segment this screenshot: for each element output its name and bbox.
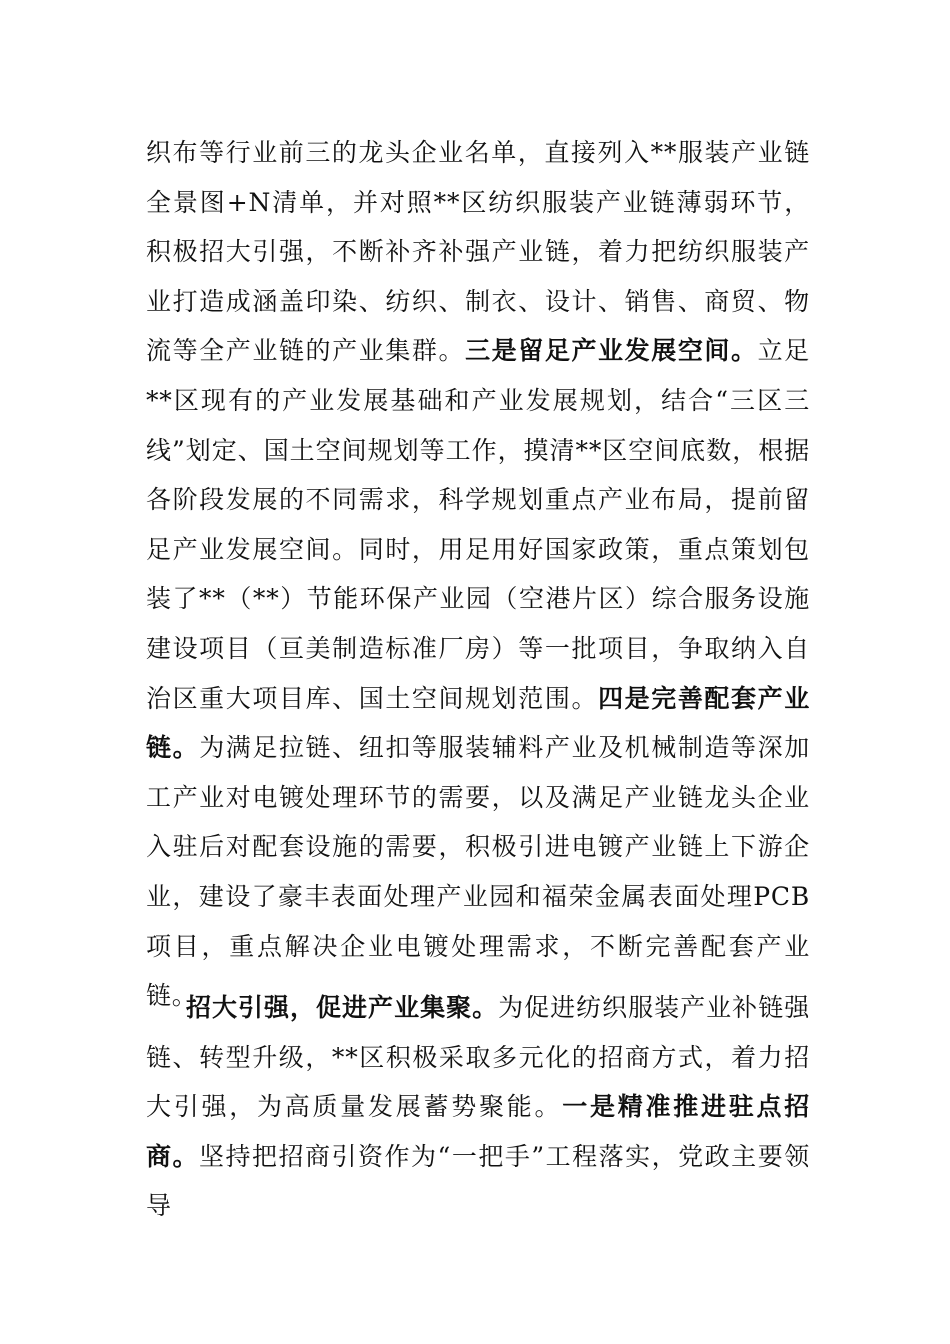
paragraph-text: 为促进纺织服装产业补链强链、转型升级，**区积极采取多元化的招商方式，着力招大引强，为高质量发展蓄势聚能。 xyxy=(146,993,810,1122)
paragraph-heading-bold: 一是精准推进驻点招商。 xyxy=(146,1092,810,1171)
document-body-paragraph-1 xyxy=(146,128,810,1021)
paragraph-text: 坚持把招商引资作为“一把手”工程落实，党政主要领导 xyxy=(146,1141,810,1221)
paragraph xyxy=(146,983,810,1231)
paragraph-heading-bold: 招大引强，促进产业集聚。 xyxy=(186,993,499,1022)
paragraph-text: 织布等行业前三的龙头企业名单，直接列入**服装产业链全景图+N清单，并对照**区纺织服装产业链薄弱环节，积极招大引强，不断补齐补强产业链，着力把纺织服装产业打造成涵盖印染、纺织、制衣、设计、销售、商贸、物流等全产业链的产业集群。 xyxy=(146,138,810,366)
paragraph xyxy=(146,128,810,1021)
paragraph-text: 立足**区现有的产业发展基础和产业发展规划，结合“三区三线”划定、国土空间规划等工作，摸清**区空间底数，根据各阶段发展的不同需求，科学规划重点产业布局，提前留足产业发展空间。同时，用足用好国家政策，重点策划包装了**（**）节能环保产业园（空港片区）综合服务设施建设项目（亘美制造标准厂房）等一批项目，争取纳入自治区重大项目库、国土空间规划范围。 xyxy=(146,336,810,713)
paragraph-heading-bold: 三是留足产业发展空间。 xyxy=(465,336,758,366)
document-body-paragraph-2 xyxy=(146,983,810,1231)
paragraph-text: 为满足拉链、纽扣等服装辅料产业及机械制造等深加工产业对电镀处理环节的需要，以及满足产业链龙头企业入驻后对配套设施的需要，积极引进电镀产业链上下游企业，建设了豪丰表面处理产业园和福荣金属表面处理PCB项目，重点解决企业电镀处理需求，不断完善配套产业链。 xyxy=(146,733,810,1011)
paragraph-heading-bold: 四是完善配套产业链。 xyxy=(146,683,811,763)
